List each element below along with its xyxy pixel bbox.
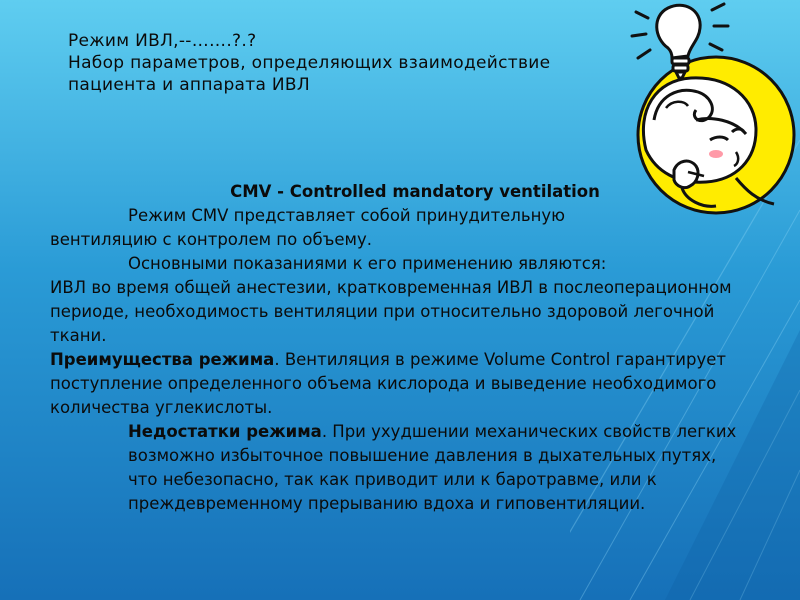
header-line-2: Набор параметров, определяющих взаимодействие [68, 53, 551, 73]
advantages-label: Преимущества режима [50, 350, 275, 369]
description-first-line: Режим CMV представляет собой принудительную [128, 206, 566, 225]
header-line-1: Режим ИВЛ,--…….?.? [68, 31, 257, 51]
disadvantages-paragraph [50, 420, 740, 516]
mode-title: CMV - Controlled mandatory ventilation [230, 182, 600, 201]
advantages-paragraph [50, 348, 740, 420]
header-line-3: пациента и аппарата ИВЛ [68, 75, 310, 95]
advantages-text: . Вентиляция в режиме Volume Control гарантирует поступление определенного объема кислорода и выведение необходимого количества углекислоты. [50, 350, 727, 417]
disadvantages-label: Недостатки режима [128, 422, 322, 441]
description-rest: вентиляцию с контролем по объему. [50, 230, 372, 249]
slide-header [68, 30, 628, 96]
slide-content [50, 180, 740, 516]
disadvantages-text: . При ухудшении механических свойств легких возможно избыточное повышение давления в дыхательных путях, что небезопасно, так как приводит или к баротравме, или к преждевременному прерыванию вдоха и гиповентиляции. [128, 422, 737, 513]
indications-first-line: Основными показаниями к его применению являются: [128, 254, 607, 273]
indications-rest: ИВЛ во время общей анестезии, кратковременная ИВЛ в послеоперационном периоде, необходимость вентиляции при относительно здоровой легочной ткани. [50, 278, 732, 345]
